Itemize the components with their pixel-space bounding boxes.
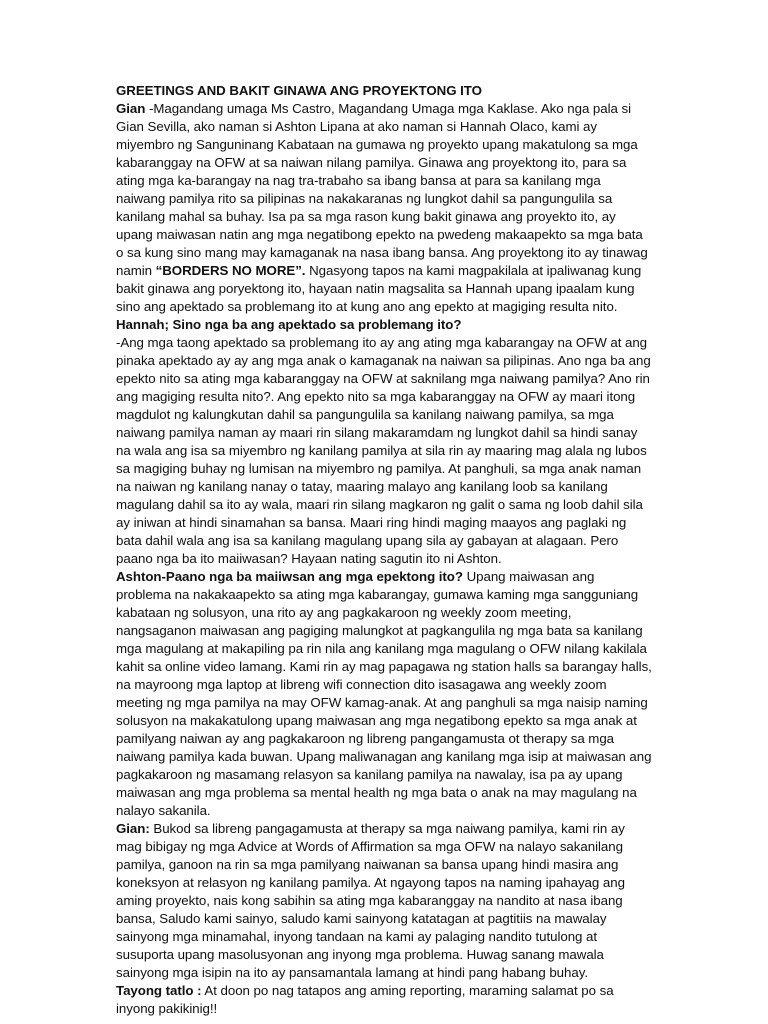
paragraph-closing-text: At doon po nag tatapos ang aming reporting, maraming salamat po sa inyong pakikinig!! <box>116 983 614 1016</box>
speaker-all: Tayong tatlo : <box>116 983 202 998</box>
document-title: GREETINGS AND BAKIT GINAWA ANG PROYEKTONG ITO <box>116 83 482 98</box>
paragraph-greetings <box>116 100 652 316</box>
heading-hannah: Hannah; Sino nga ba ang apektado sa problemang ito? <box>116 317 462 332</box>
paragraph-greetings-text-a: -Magandang umaga Ms Castro, Magandang Umaga mga Kaklase. Ako nga pala si Gian Sevilla, ako naman si Ashton Lipana at ako naman si Hannah Olaco, kami ay miyembro ng Sanguninang Kabataan na gumawa ng proyekto upang makatulong sa mga kabaranggay na OFW at sa naiwan nilang pamilya. Ginawa ang proyektong ito, para sa ating mga ka-barangay na nag tra-trabaho sa ibang bansa at para sa kanilang mga naiwang pamilya rito sa pilipinas na nakakaranas ng lungkot dahil sa pangungulila sa kanilang mahal sa buhay. Isa pa sa mga rason kung bakit ginawa ang proyekto ito, ay upang maiwasan natin ang mga negatibong epekto na pwedeng makaapekto sa mga bata o sa kung sino mang may kamaganak na nasa ibang bansa. Ang proyektong ito ay tinawag namin <box>116 101 648 278</box>
document-page <box>116 82 652 1018</box>
paragraph-gian-closing <box>116 820 652 982</box>
speaker-gian: Gian <box>116 101 146 116</box>
paragraph-ashton-text: Upang maiwasan ang problema na nakakaapekto sa ating mga kabarangay, gumawa kaming mga sangguniang kabataan ng solusyon, una rito ay ang pagkakaroon ng weekly zoom meeting, nangsaganon maiwasan ang pagiging malungkot at pagkangulila ng mga bata sa kanilang mga magulang at makapiling pa rin nila ang kanilang mga magulang o OFW nilang kakilala kahit sa online video lamang. Kami rin ay mag papagawa ng station halls sa barangay halls, na mayroong mga laptop at libreng wifi connection dito isasagawa ang weekly zoom meeting ng mga pamilya na may OFW kamag-anak. At ang panghuli sa mga naisip naming solusyon na makakatulong upang maiwasan ang mga negatibong epekto sa mga anak at pamilyang naiwan ay ang pagkakaroon ng libreng pangangamusta ot therapy sa mga naiwang pamilya kada buwan. Upang maliwanagan ang kanilang mga isip at maiwasan ang pagkakaroon ng masamang relasyon sa kanilang pamilya na nawalay, isa pa ay upang maiwasan ang mga problema sa mental health ng mga bata o anak na may magulang na nalayo sakanila. <box>116 569 652 818</box>
paragraph-ashton <box>116 568 652 820</box>
project-name: “BORDERS NO MORE”. <box>155 263 306 278</box>
paragraph-hannah: -Ang mga taong apektado sa problemang ito ay ang ating mga kabarangay na OFW at ang pinaka apektado ay ay ang mga anak o kamaganak na naiwan sa pilipinas. Ano nga ba ang epekto nito sa ating mga kabaranggay na OFW at saknilang mga naiwang pamilya? Ano rin ang magiging resulta nito?. Ang epekto nito sa mga kabaranggay na OFW ay maari itong magdulot ng kalungkutan dahil sa pangungulila sa kanilang naiwang pamilya, sa mga naiwang pamilya naman ay maari rin silang makaramdam ng lungkot dahil sa hindi sanay na wala ang isa sa miyembro ng kanilang pamilya at sila rin ay maaring mag alala ng lubos sa magiging buhay ng lumisan na miyembro ng pamilya. At panghuli, sa mga anak naman na naiwan ng kanilang nanay o tatay, maaring malayo ang kanilang loob sa kanilang magulang dahil sa ito ay wala, maari rin silang magkaron ng galit o sama ng loob dahil sila ay iniwan at hindi sinamahan sa bansa. Maari ring hindi maging maayos ang paglaki ng bata dahil wala ang isa sa kanilang magulang upang sila ay gabayan at alagaan. Pero paano nga ba ito maiiwasan? Hayaan nating sagutin ito ni Ashton. <box>116 335 651 566</box>
paragraph-gian-closing-text: Bukod sa libreng pangagamusta at therapy sa mga naiwang pamilya, kami rin ay mag bibigay ng mga Advice at Words of Affirmation sa mga OFW na nalayo sakanilang pamilya, ganoon na rin sa mga pamilyang naiwanan sa bansa upang hindi masira ang koneksyon at relasyon ng kanilang pamilya. At ngayong tapos na naming ipahayag ang aming proyekto, nais kong sabihin sa ating mga kabaranggay na nandito at nasa ibang bansa, Saludo kami sainyo, saludo kami sainyong katatagan at pagtitiis na mawalay sainyong mga minamahal, inyong tandaan na kami ay palaging nandito tutulong at susuporta upang masolusyonan ang inyong mga problema. Huwag sanang mawala sainyong mga isipin na ito ay pansamantala lamang at hindi pang habang buhay. <box>116 821 625 980</box>
speaker-gian-closing: Gian: <box>116 821 150 836</box>
paragraph-closing <box>116 982 652 1018</box>
paragraph-greetings-text-b: Ngasyong tapos na kami magpakilala at ipaliwanag kung bakit ginawa ang poryektong ito, hayaan natin magsalita sa Hannah upang ipaalam kung sino ang apektado sa problemang ito at kung ano ang epekto at magiging resulta nito. <box>116 263 642 314</box>
heading-ashton: Ashton-Paano nga ba maiiwsan ang mga epektong ito? <box>116 569 463 584</box>
